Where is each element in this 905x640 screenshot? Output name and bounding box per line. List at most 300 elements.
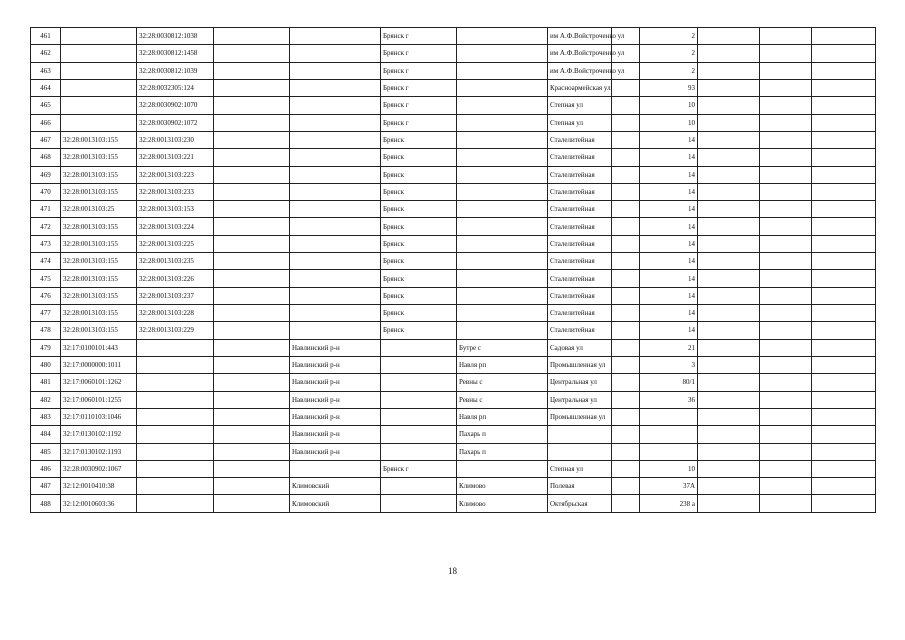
- table-cell: Бутре с: [457, 339, 548, 356]
- table-cell: [698, 408, 760, 425]
- table-cell: 14: [640, 218, 698, 235]
- table-cell: [137, 391, 214, 408]
- table-cell: Брянск г: [381, 45, 457, 62]
- table-cell: [812, 305, 876, 322]
- table-cell: [290, 218, 381, 235]
- table-row: [31, 114, 876, 131]
- table-cell: Брянск: [381, 305, 457, 322]
- table-cell: 36: [640, 391, 698, 408]
- table-cell: [698, 305, 760, 322]
- table-cell: [640, 443, 698, 460]
- table-cell: 32:28:0013103:221: [137, 149, 214, 166]
- table-cell: [457, 287, 548, 304]
- table-cell: [760, 253, 812, 270]
- table-cell: [457, 97, 548, 114]
- table-cell: [457, 62, 548, 79]
- table-cell: 32:17:0100101:443: [61, 339, 137, 356]
- table-cell: [214, 45, 290, 62]
- table-cell: [214, 149, 290, 166]
- table-cell: [381, 478, 457, 495]
- table-cell: [698, 166, 760, 183]
- table-cell: 14: [640, 149, 698, 166]
- table-row: [31, 322, 876, 339]
- table-cell: Брянск г: [381, 62, 457, 79]
- table-cell: Брянск: [381, 183, 457, 200]
- table-cell: [698, 149, 760, 166]
- table-cell: [214, 201, 290, 218]
- table-row: [31, 270, 876, 287]
- table-cell: 480: [31, 356, 61, 373]
- table-cell: [214, 183, 290, 200]
- table-cell: Брянск: [381, 235, 457, 252]
- table-cell: 32:28:0013103:25: [61, 201, 137, 218]
- table-cell: [381, 374, 457, 391]
- table-cell: [812, 426, 876, 443]
- table-cell: 462: [31, 45, 61, 62]
- table-cell: 32:28:0013103:224: [137, 218, 214, 235]
- table-cell: [214, 270, 290, 287]
- table-cell: [760, 149, 812, 166]
- table-cell: Октябрьская: [548, 495, 612, 512]
- table-row: [31, 443, 876, 460]
- table-cell: [698, 235, 760, 252]
- table-cell: [612, 79, 640, 96]
- table-cell: [698, 356, 760, 373]
- table-cell: 470: [31, 183, 61, 200]
- table-cell: 14: [640, 253, 698, 270]
- table-cell: 10: [640, 114, 698, 131]
- table-cell: Брянск: [381, 131, 457, 148]
- table-cell: 32:28:0013103:153: [137, 201, 214, 218]
- table-cell: Сталелитейная: [548, 201, 612, 218]
- table-cell: [760, 114, 812, 131]
- table-cell: [698, 62, 760, 79]
- table-cell: 32:17:0060101:1255: [61, 391, 137, 408]
- table-cell: [214, 460, 290, 477]
- table-cell: Ревны с: [457, 374, 548, 391]
- table-row: [31, 253, 876, 270]
- table-cell: 32:28:0013103:155: [61, 322, 137, 339]
- table-cell: Брянск г: [381, 460, 457, 477]
- table-cell: [214, 478, 290, 495]
- table-cell: [760, 460, 812, 477]
- table-cell: 32:28:0032305:124: [137, 79, 214, 96]
- table-cell: 32:28:0030812:1038: [137, 28, 214, 45]
- table-cell: [214, 408, 290, 425]
- table-cell: [760, 235, 812, 252]
- table-cell: 466: [31, 114, 61, 131]
- table-cell: 32:28:0013103:155: [61, 253, 137, 270]
- table-cell: [812, 28, 876, 45]
- table-cell: [381, 426, 457, 443]
- table-cell: [612, 166, 640, 183]
- table-cell: [760, 79, 812, 96]
- table-cell: [612, 114, 640, 131]
- table-cell: [612, 426, 640, 443]
- table-cell: 465: [31, 97, 61, 114]
- table-cell: [214, 131, 290, 148]
- table-cell: [61, 97, 137, 114]
- table-cell: [612, 460, 640, 477]
- table-row: [31, 339, 876, 356]
- table-cell: Брянск: [381, 149, 457, 166]
- table-cell: [61, 114, 137, 131]
- table-cell: [812, 149, 876, 166]
- table-cell: им А.Ф.Войстроченко ул: [548, 28, 612, 45]
- table-cell: 479: [31, 339, 61, 356]
- table-cell: [812, 45, 876, 62]
- table-body: [31, 28, 876, 513]
- table-cell: Сталелитейная: [548, 305, 612, 322]
- table-cell: [698, 97, 760, 114]
- table-cell: [290, 460, 381, 477]
- table-cell: им А.Ф.Войстроченко ул: [548, 45, 612, 62]
- table-cell: 32:17:0060101:1262: [61, 374, 137, 391]
- table-cell: [698, 183, 760, 200]
- table-cell: [290, 183, 381, 200]
- table-cell: 32:28:0013103:223: [137, 166, 214, 183]
- table-cell: 484: [31, 426, 61, 443]
- table-cell: Брянск: [381, 322, 457, 339]
- table-cell: 474: [31, 253, 61, 270]
- table-row: [31, 305, 876, 322]
- table-cell: [812, 478, 876, 495]
- table-cell: [812, 443, 876, 460]
- records-table: [30, 27, 876, 513]
- table-cell: Брянск г: [381, 28, 457, 45]
- table-row: [31, 408, 876, 425]
- table-cell: [290, 79, 381, 96]
- table-cell: [760, 495, 812, 512]
- table-cell: [760, 426, 812, 443]
- table-cell: Навлинский р-н: [290, 339, 381, 356]
- table-cell: 32:17:0000000:1011: [61, 356, 137, 373]
- table-cell: 488: [31, 495, 61, 512]
- table-cell: [812, 460, 876, 477]
- table-cell: Брянск: [381, 270, 457, 287]
- table-cell: [812, 235, 876, 252]
- table-cell: [760, 218, 812, 235]
- table-cell: [812, 218, 876, 235]
- table-cell: [760, 270, 812, 287]
- table-cell: [698, 253, 760, 270]
- table-cell: [214, 235, 290, 252]
- table-cell: 238 а: [640, 495, 698, 512]
- table-cell: [812, 270, 876, 287]
- table-cell: Навлинский р-н: [290, 356, 381, 373]
- table-cell: Навлинский р-н: [290, 391, 381, 408]
- table-cell: [290, 253, 381, 270]
- table-cell: [137, 408, 214, 425]
- table-cell: [214, 322, 290, 339]
- table-cell: Навля рп: [457, 356, 548, 373]
- table-row: [31, 28, 876, 45]
- table-cell: 2: [640, 45, 698, 62]
- table-cell: 32:28:0030902:1072: [137, 114, 214, 131]
- table-cell: [612, 391, 640, 408]
- table-cell: Брянск: [381, 201, 457, 218]
- table-cell: Сталелитейная: [548, 218, 612, 235]
- table-row: [31, 391, 876, 408]
- table-cell: [612, 97, 640, 114]
- table-cell: 32:28:0013103:225: [137, 235, 214, 252]
- table-cell: [214, 374, 290, 391]
- table-cell: 32:12:0010410:38: [61, 478, 137, 495]
- table-cell: 32:28:0013103:155: [61, 166, 137, 183]
- table-cell: [290, 97, 381, 114]
- table-cell: 32:28:0030812:1039: [137, 62, 214, 79]
- table-cell: Брянск: [381, 287, 457, 304]
- table-cell: [137, 495, 214, 512]
- table-cell: Сталелитейная: [548, 322, 612, 339]
- table-cell: [214, 495, 290, 512]
- page-number: 18: [448, 566, 457, 576]
- table-cell: [290, 62, 381, 79]
- table-cell: [812, 339, 876, 356]
- table-cell: Климово: [457, 495, 548, 512]
- table-cell: 476: [31, 287, 61, 304]
- table-cell: [698, 339, 760, 356]
- table-row: [31, 235, 876, 252]
- table-cell: 32:28:0013103:155: [61, 287, 137, 304]
- table-cell: [612, 305, 640, 322]
- table-cell: [812, 322, 876, 339]
- table-cell: [612, 183, 640, 200]
- table-cell: [612, 478, 640, 495]
- table-cell: Центральная ул: [548, 391, 612, 408]
- table-row: [31, 478, 876, 495]
- table-row: [31, 374, 876, 391]
- table-row: [31, 149, 876, 166]
- table-cell: 32:28:0030902:1067: [61, 460, 137, 477]
- table-cell: [698, 201, 760, 218]
- table-cell: 32:17:0110103:1046: [61, 408, 137, 425]
- table-cell: [457, 253, 548, 270]
- table-cell: [812, 391, 876, 408]
- table-cell: [290, 131, 381, 148]
- table-cell: Брянск: [381, 166, 457, 183]
- table-cell: 32:17:0130102:1193: [61, 443, 137, 460]
- table-cell: [137, 356, 214, 373]
- table-cell: [612, 287, 640, 304]
- table-cell: 478: [31, 322, 61, 339]
- table-cell: 32:17:0130102:1192: [61, 426, 137, 443]
- table-cell: [698, 131, 760, 148]
- table-cell: 10: [640, 97, 698, 114]
- table-cell: Климовский: [290, 495, 381, 512]
- table-cell: Сталелитейная: [548, 183, 612, 200]
- table-cell: [698, 270, 760, 287]
- table-row: [31, 287, 876, 304]
- table-cell: [698, 322, 760, 339]
- table-cell: 32:28:0013103:155: [61, 149, 137, 166]
- table-cell: [612, 218, 640, 235]
- table-cell: Брянск: [381, 218, 457, 235]
- table-cell: [137, 443, 214, 460]
- table-cell: [760, 287, 812, 304]
- table-cell: [698, 391, 760, 408]
- table-cell: Брянск г: [381, 79, 457, 96]
- table-cell: [698, 28, 760, 45]
- table-cell: [612, 235, 640, 252]
- table-row: [31, 45, 876, 62]
- table-cell: Навлинский р-н: [290, 408, 381, 425]
- table-cell: 32:28:0013103:155: [61, 305, 137, 322]
- table-cell: 21: [640, 339, 698, 356]
- table-cell: 14: [640, 270, 698, 287]
- table-cell: [61, 45, 137, 62]
- table-cell: 32:28:0013103:155: [61, 270, 137, 287]
- table-cell: 32:28:0013103:230: [137, 131, 214, 148]
- table-cell: [457, 166, 548, 183]
- table-cell: Сталелитейная: [548, 287, 612, 304]
- table-cell: [214, 339, 290, 356]
- table-cell: [760, 391, 812, 408]
- table-row: [31, 460, 876, 477]
- table-cell: [760, 45, 812, 62]
- table-cell: [760, 28, 812, 45]
- table-cell: Брянск: [381, 253, 457, 270]
- table-cell: [812, 356, 876, 373]
- table-cell: [457, 305, 548, 322]
- table-cell: Промышленная ул: [548, 408, 612, 425]
- table-cell: [698, 478, 760, 495]
- table-cell: 485: [31, 443, 61, 460]
- table-cell: [812, 253, 876, 270]
- table-cell: [760, 183, 812, 200]
- table-cell: Брянск г: [381, 114, 457, 131]
- table-cell: [457, 201, 548, 218]
- table-cell: [760, 356, 812, 373]
- table-cell: 14: [640, 305, 698, 322]
- table-cell: [457, 183, 548, 200]
- table-cell: 2: [640, 28, 698, 45]
- table-cell: [214, 97, 290, 114]
- table-cell: [457, 28, 548, 45]
- table-cell: [698, 443, 760, 460]
- table-cell: 2: [640, 62, 698, 79]
- table-cell: Садовая ул: [548, 339, 612, 356]
- table-cell: [214, 114, 290, 131]
- table-cell: 32:28:0013103:155: [61, 183, 137, 200]
- table-cell: [812, 374, 876, 391]
- table-cell: [290, 114, 381, 131]
- table-cell: [214, 391, 290, 408]
- table-cell: [290, 201, 381, 218]
- table-row: [31, 201, 876, 218]
- table-cell: [290, 149, 381, 166]
- table-cell: Климово: [457, 478, 548, 495]
- table-cell: [760, 131, 812, 148]
- table-cell: [612, 374, 640, 391]
- table-cell: [457, 131, 548, 148]
- table-cell: [698, 45, 760, 62]
- table-cell: 32:28:0013103:233: [137, 183, 214, 200]
- table-cell: [812, 408, 876, 425]
- table-cell: [214, 356, 290, 373]
- table-cell: 32:28:0013103:237: [137, 287, 214, 304]
- table-cell: [457, 149, 548, 166]
- table-cell: Климовский: [290, 478, 381, 495]
- table-cell: Центральная ул: [548, 374, 612, 391]
- table-cell: 93: [640, 79, 698, 96]
- table-cell: [290, 305, 381, 322]
- table-row: [31, 97, 876, 114]
- table-cell: [760, 443, 812, 460]
- table-cell: [760, 166, 812, 183]
- table-cell: 3: [640, 356, 698, 373]
- table-cell: [137, 374, 214, 391]
- table-cell: [548, 443, 612, 460]
- table-cell: Промышленная ул: [548, 356, 612, 373]
- table-cell: 463: [31, 62, 61, 79]
- table-cell: [760, 305, 812, 322]
- table-cell: [214, 253, 290, 270]
- table-cell: [457, 79, 548, 96]
- table-cell: Сталелитейная: [548, 235, 612, 252]
- table-cell: [812, 79, 876, 96]
- table-cell: 486: [31, 460, 61, 477]
- table-cell: [457, 460, 548, 477]
- table-cell: [612, 339, 640, 356]
- table-cell: 14: [640, 235, 698, 252]
- table-cell: 37А: [640, 478, 698, 495]
- table-cell: 80/1: [640, 374, 698, 391]
- table-cell: Брянск г: [381, 97, 457, 114]
- table-cell: 32:28:0030902:1070: [137, 97, 214, 114]
- table-cell: [812, 131, 876, 148]
- table-cell: [612, 253, 640, 270]
- table-cell: Сталелитейная: [548, 149, 612, 166]
- table-row: [31, 183, 876, 200]
- table-cell: [381, 356, 457, 373]
- table-cell: 467: [31, 131, 61, 148]
- table-cell: 14: [640, 201, 698, 218]
- table-row: [31, 131, 876, 148]
- table-cell: [214, 287, 290, 304]
- table-cell: [61, 79, 137, 96]
- table-cell: [214, 218, 290, 235]
- table-cell: [548, 426, 612, 443]
- table-cell: [214, 305, 290, 322]
- table-cell: Навлинский р-н: [290, 374, 381, 391]
- table-cell: [381, 495, 457, 512]
- table-cell: [698, 426, 760, 443]
- table-cell: 32:28:0013103:226: [137, 270, 214, 287]
- table-cell: [290, 322, 381, 339]
- table-cell: Ревны с: [457, 391, 548, 408]
- table-cell: [381, 443, 457, 460]
- table-cell: Сталелитейная: [548, 131, 612, 148]
- table-cell: [812, 183, 876, 200]
- table-cell: 482: [31, 391, 61, 408]
- table-cell: [612, 270, 640, 287]
- table-cell: [612, 443, 640, 460]
- table-cell: Степная ул: [548, 460, 612, 477]
- table-cell: 32:28:0013103:155: [61, 235, 137, 252]
- table-cell: [760, 408, 812, 425]
- table-cell: [214, 443, 290, 460]
- table-cell: [457, 114, 548, 131]
- table-cell: 475: [31, 270, 61, 287]
- table-cell: [214, 28, 290, 45]
- table-cell: Пахарь п: [457, 443, 548, 460]
- table-cell: [61, 28, 137, 45]
- table-cell: 32:28:0013103:155: [61, 218, 137, 235]
- table-cell: [812, 495, 876, 512]
- table-cell: 32:12:0010603:36: [61, 495, 137, 512]
- table-cell: [612, 356, 640, 373]
